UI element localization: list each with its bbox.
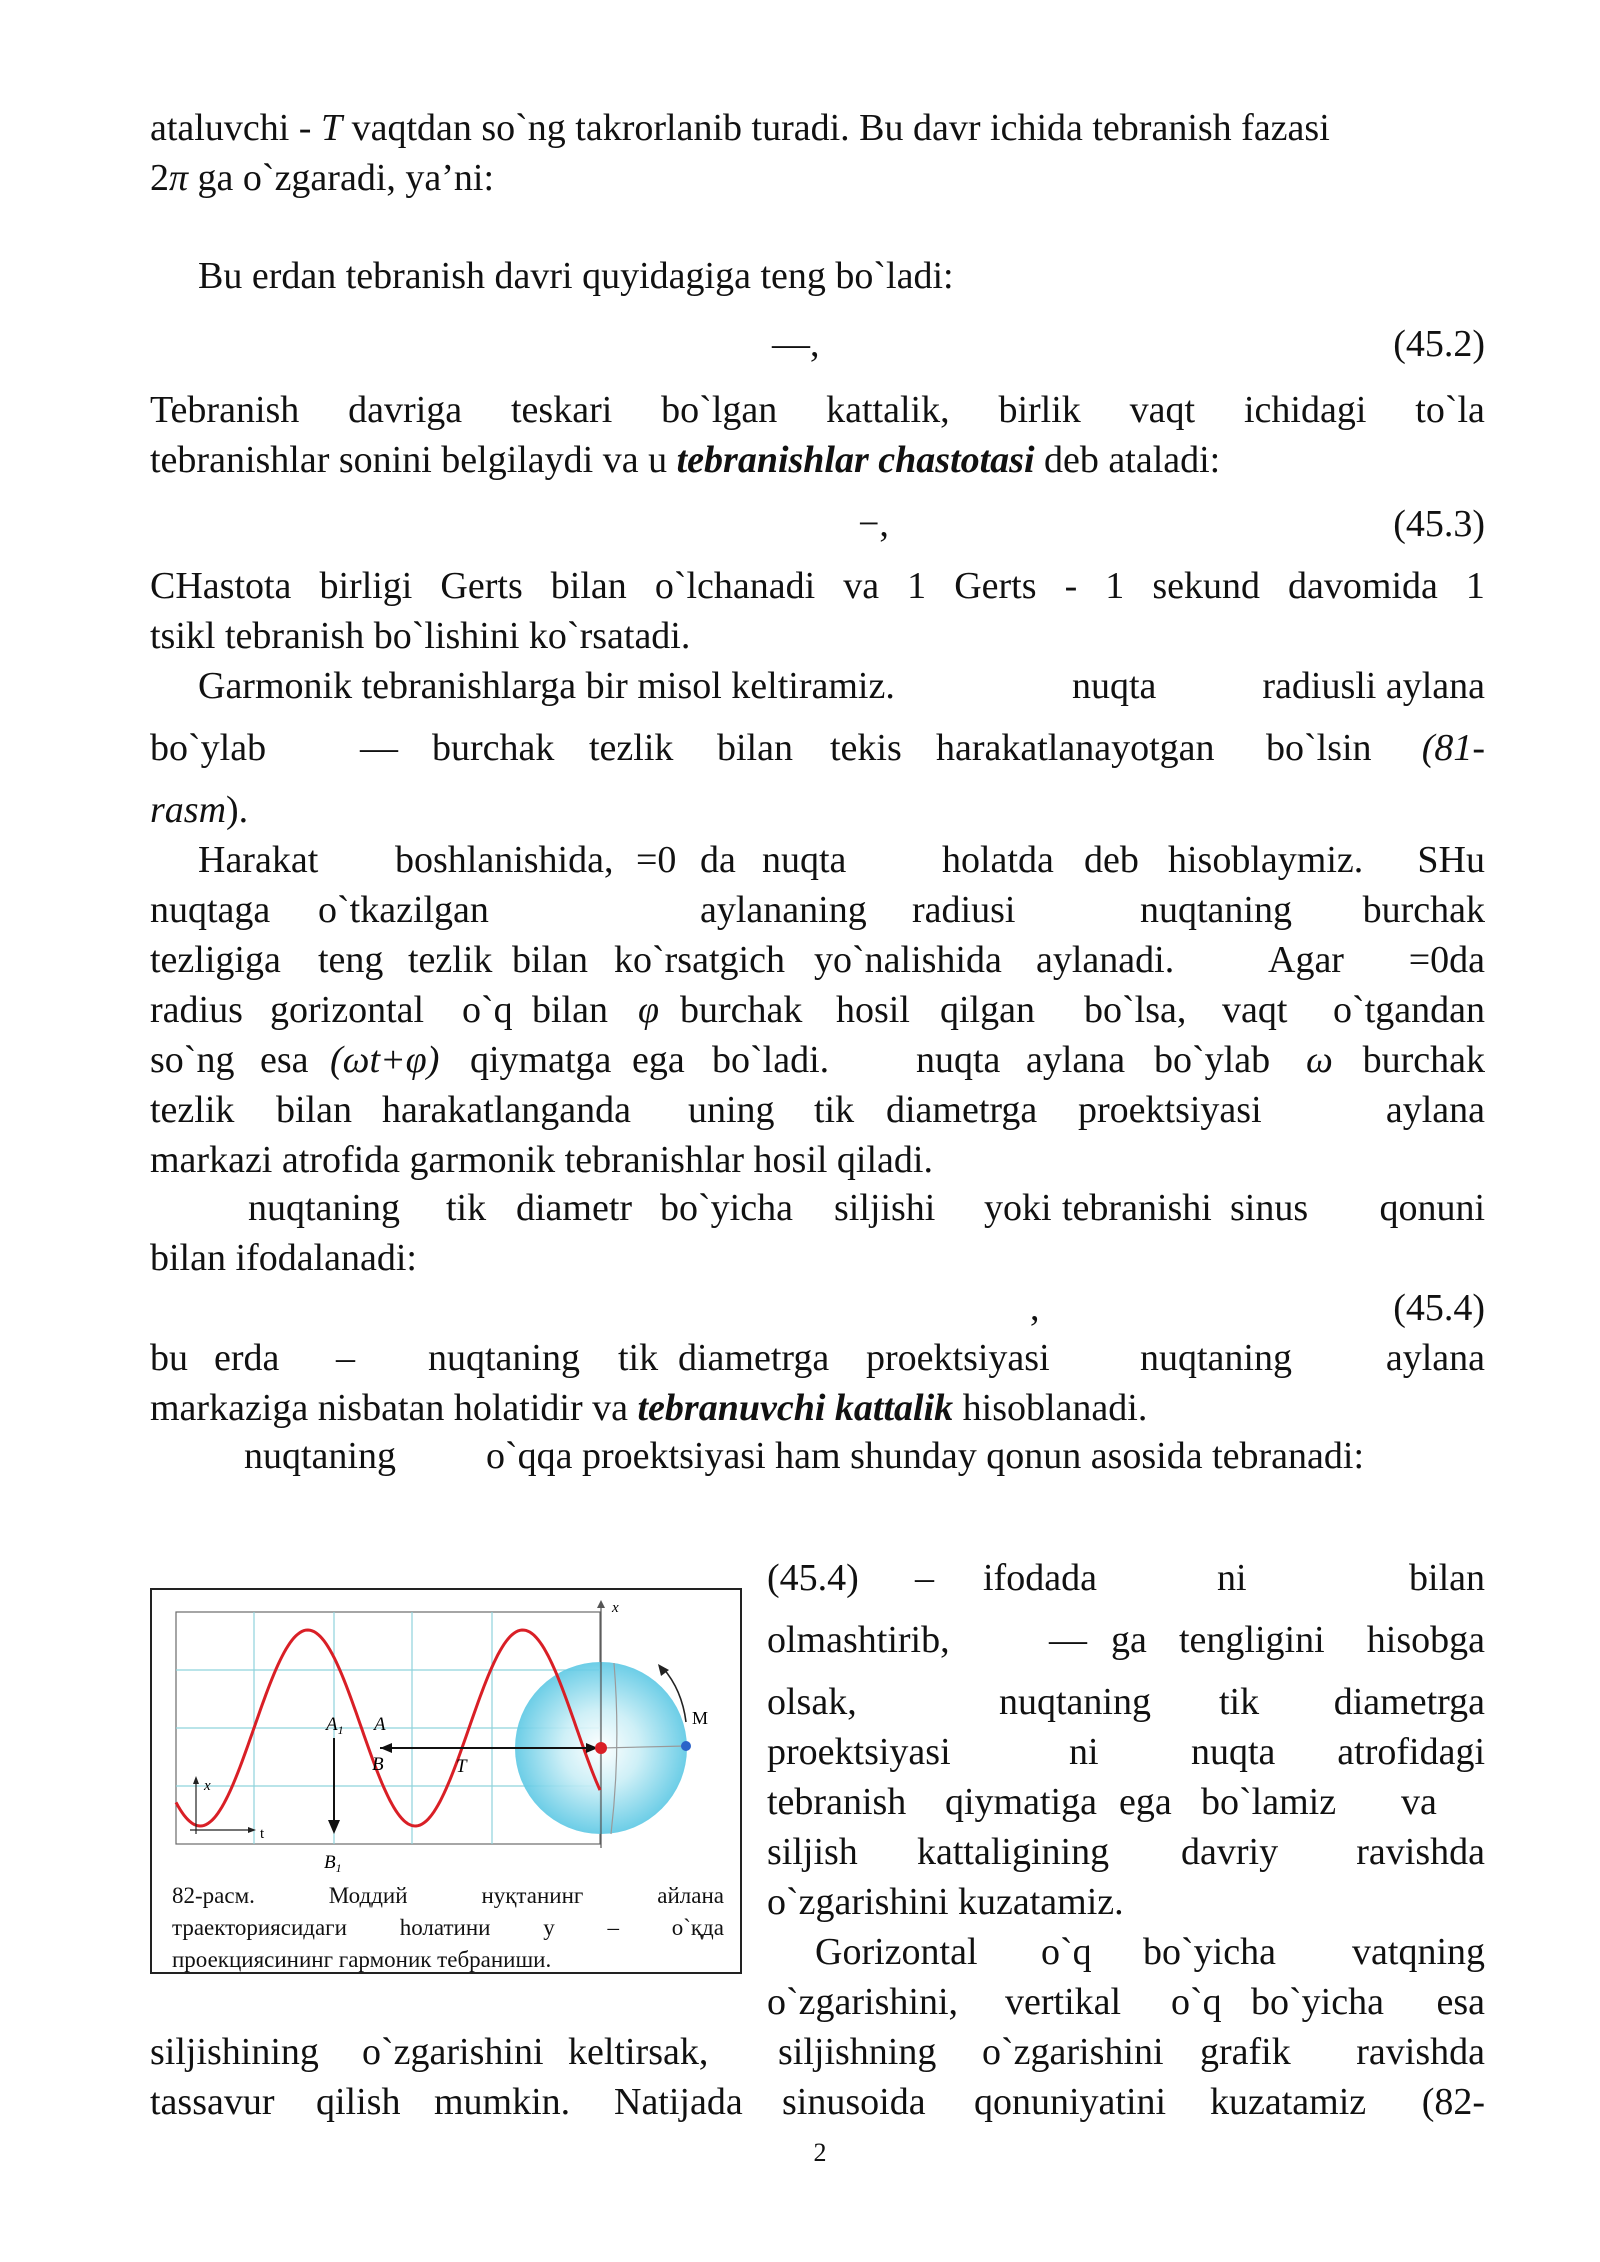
text-line: markazi atrofida garmonik tebranishlar hosil qiladi. — [150, 1139, 933, 1181]
text-line: ataluvchi - T vaqtdan so`ng takrorlanib turadi. Bu davr ichida tebranish fazasi — [150, 107, 1330, 149]
label-a: A — [374, 1714, 386, 1735]
inset-x-label: x — [204, 1778, 211, 1794]
projection-dot — [595, 1742, 607, 1754]
point-m-dot — [681, 1741, 691, 1751]
text-line: markaziga nisbatan holatidir va tebranuvchi kattalik hisoblanadi. — [150, 1387, 1148, 1429]
page-number: 2 — [813, 2138, 827, 2167]
label-t-period: T — [456, 1756, 467, 1777]
text-line: 2π ga o`zgaradi, ya’ni: — [150, 157, 495, 199]
label-b: B — [372, 1754, 384, 1775]
text-line: Bu erdan tebranish davri quyidagiga teng bo`ladi: — [198, 255, 954, 297]
x-axis-arrow — [597, 1600, 605, 1608]
x-axis-label-top: x — [612, 1600, 619, 1616]
figure-82 — [150, 1588, 742, 1974]
figure-caption-line: 82-расм. Моддий нуқтанинг айлана — [172, 1883, 724, 1908]
text-line: bilan ifodalanadi: — [150, 1237, 417, 1279]
inset-t-label: t — [260, 1826, 265, 1842]
document-page: ataluvchi - T vaqtdan so`ng takrorlanib turadi. Bu davr ichida tebranish fazasi 2π ga o`zgaradi, ya’ni: Bu erdan tebranish davri quyidagiga teng bo`ladi: —, (45.2) Tebranish davriga teskari bo`lgan kattalik, birlik vaqt ichidagi to`la tebranishlar sonini belgilaydi va u tebranishlar chastotasi deb ataladi: −, (45.3) CHastota birligi Gerts bilan o`lchanadi va 1 Gerts - 1 sekund davomida 1 tsikl tebranish bo`lishini ko`rsatadi. Garmonik tebranishlarga bir misol keltiramiz. nuqta radiusli aylana bo`ylab — burchak tezlik bilan tekis harakatlanayotgan bo`lsin (81- rasm). Harakat boshlanishida, =0 da nuqta holatda deb hisoblaymiz. SHu nuqtaga o`tkazilgan aylananing radiusi nuqtaning burchak tezligiga teng tezlik bilan ko`rsatgich yo`nalishida aylanadi. Agar =0da radius gorizontal o`q bilan φ burchak hosil qilgan bo`lsa, vaqt o`tgandan so`ng esa (ωt+φ) qiymatga ega bo`ladi. nuqta aylana bo`ylab ω burchak tezlik bilan harakatlanganda uning tik diametrga proektsiyasi aylana markazi atrofida garmonik tebranishlar hosil qiladi. nuqtaning tik diametr bo`yicha siljishi yoki tebranishi sinus qonuni bilan ifodalanadi: , (45.4) bu erda – nuqtaning tik diametrga proektsiyasi nuqtaning aylana markaziga nisbatan holatidir va tebranuvchi kattalik hisoblanadi. nuqtaning o`qqa proektsiyasi ham shunday qonun asosida tebranadi: x M $A_1$ A B T $B_1$ x t 82-расм. Моддий нуқтанинг айлана траекториясидаги һолатини у – о`қда проекциясининг гармоник тебраниши. (45.4) – ifodada ni bilan olmashtirib, — ga tengligini hisobga olsak, nuqtaning tik diametrga proektsiyasi ni nuqta atrofidagi tebranish qiymatiga ega bo`lamiz va siljish kattaligining davriy ravishda o`zgarishini kuzatamiz. Gorizontal o`q bo`yicha vatqning o`zgarishini, vertikal o`q bo`yicha esa siljishining o`zgarishini keltirsak, siljishning o`zgarishini grafik ravishda tassavur qilish mumkin. Natijada sinusoida qonuniyatini kuzatamiz (82- 2 — [0, 0, 1600, 2262]
text-line: Tebranish davriga teskari bo`lgan kattalik, birlik vaqt ichidagi to`la — [150, 389, 1485, 431]
text-line: o`zgarishini kuzatamiz. — [767, 1881, 1124, 1923]
text-line: tsikl tebranish bo`lishini ko`rsatadi. — [150, 615, 691, 657]
text-line: tebranishlar sonini belgilaydi va u tebranishlar chastotasi deb ataladi: — [150, 439, 1221, 481]
label-m: M — [692, 1708, 709, 1728]
sine-wave-diagram — [166, 1598, 730, 1878]
label-b1: $B_1$ — [324, 1852, 342, 1875]
term-tebranishlar-chastotasi: tebranishlar chastotasi — [676, 439, 1035, 481]
text-line: CHastota birligi Gerts bilan o`lchanadi va 1 Gerts - 1 sekund davomida 1 — [150, 565, 1485, 607]
label-a1: $A_1$ — [326, 1714, 344, 1737]
figure-caption-line: проекциясининг гармоник тебраниши. — [172, 1947, 552, 1972]
text-line: rasm). — [150, 789, 249, 831]
term-tebranuvchi-kattalik: tebranuvchi kattalik — [637, 1387, 954, 1429]
figure-caption-line: траекториясидаги һолатини у – о`қда — [172, 1915, 724, 1940]
